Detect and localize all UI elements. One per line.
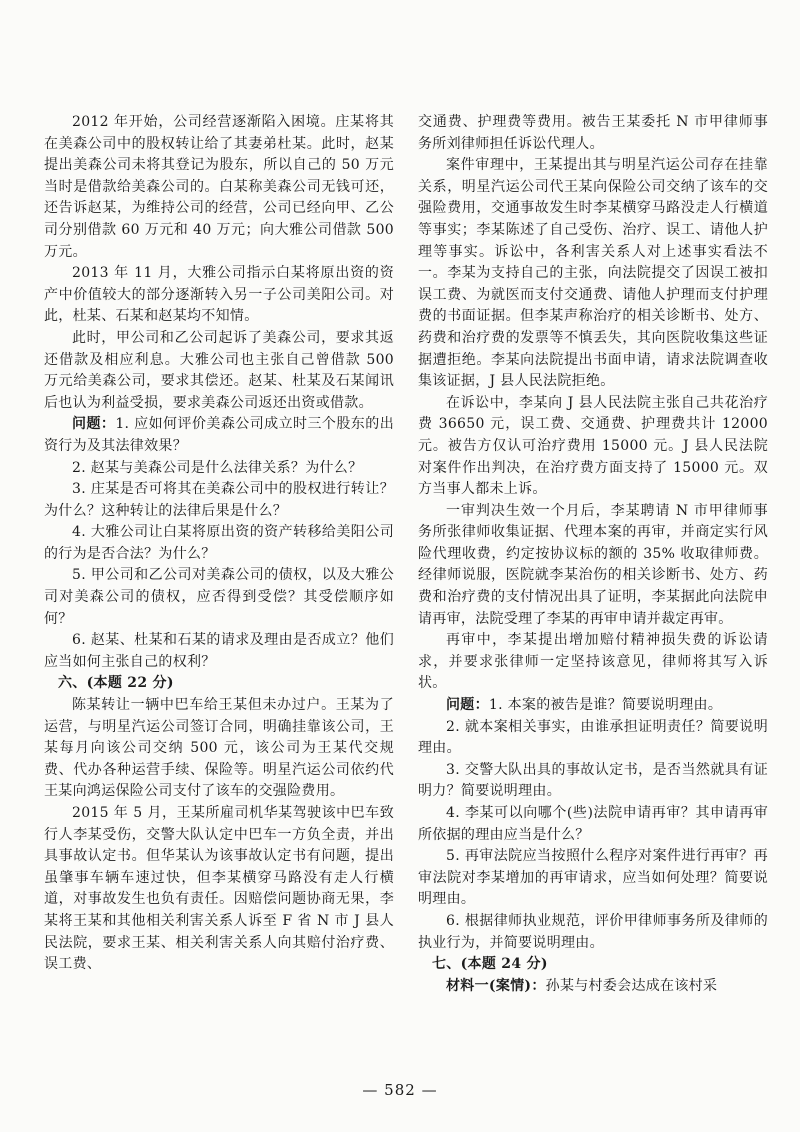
paragraph: 案件审理中，王某提出其与明星汽运公司存在挂靠关系，明星汽运公司代王某向保险公司交纳了该车的交强险费用，交通事故发生时李某横穿马路没走人行横道等事实；李某陈述了自己受伤、治疗、误工、请他人护理等事实。诉讼中，各利害关系人对上述事实看法不一。李某为支持自己的主张，向法院提交了因误工被扣误工费、为就医而支付交通费、请他人护理而支付护理费的书面证据。但李某声称治疗的相关诊断书、处方、药费和治疗费的发票等不慎丢失，其向医院收集这些证据遭拒绝。李某向法院提出书面申请，请求法院调查收集该证据，J 县人民法院拒绝。 [418, 157, 768, 390]
question-5: 5. 甲公司和乙公司对美森公司的债权，以及大雅公司对美森公司的债权，应否得到受偿？其受偿顺序如何？ [44, 567, 394, 627]
question-1 [418, 695, 768, 717]
paragraph: 此时，甲公司和乙公司起诉了美森公司，要求其返还借款及相应利息。大雅公司也主张自己曾借款 500 万元给美森公司，要求其偿还。赵某、杜某及石某闻讯后也认为利益受损，要求美森公司返还出资或借款。 [44, 329, 394, 411]
paragraph: 2013 年 11 月，大雅公司指示白某将原出资的资产中价值较大的部分逐渐转入另一子公司美阳公司。对此，杜某、石某和赵某均不知情。 [44, 265, 394, 325]
right-column [418, 112, 768, 997]
question-4: 4. 李某可以向哪个(些)法院申请再审？其申请再审所依据的理由应当是什么？ [418, 805, 768, 843]
question-6: 6. 赵某、杜某和石某的请求及理由是否成立？他们应当如何主张自己的权利？ [44, 632, 394, 670]
material-text: 孙某与村委会达成在该村采 [545, 977, 718, 994]
section-heading-7: 七、(本题 24 分) [432, 956, 548, 973]
question-2: 2. 就本案相关事实，由谁承担证明责任？简要说明理由。 [418, 718, 768, 757]
material-label: 材料一(案情)： [446, 977, 546, 994]
left-column [44, 112, 394, 976]
paragraph: 一审判决生效一个月后，李某聘请 N 市甲律师事务所张律师收集证据、代理本案的再审，并商定实行风险代理收费，约定按协议标的额的 35% 收取律师费。经律师说服，医院就李某治伤的相关诊断书、处方、药费和治疗费的支付情况出具了证明，李某据此向法院申请再审，法院受理了李某的再审申请并裁定再审。 [418, 502, 768, 627]
section-heading-6: 六、(本题 22 分) [58, 675, 174, 692]
questions-label: 问题： [72, 416, 116, 433]
paragraph: 交通费、护理费等费用。被告王某委托 N 市甲律师事务所刘律师担任诉讼代理人。 [418, 114, 768, 152]
question-text: 1. 本案的被告是谁？简要说明理由。 [488, 697, 723, 714]
questions-label: 问题： [446, 697, 489, 714]
question-3: 3. 交警大队出具的事故认定书，是否当然就具有证明力？简要说明理由。 [418, 761, 768, 800]
paragraph: 在诉讼中，李某向 J 县人民法院主张自己共花治疗费 36650 元，误工费、交通费、护理费共计 12000 元。被告方仅认可治疗费用 15000 元。J 县人民法院对案件作出判决，在治疗费方面支持了 15000 元。双方当事人都未上诉。 [418, 394, 768, 498]
paragraph [418, 976, 768, 998]
question-text: 1. 应如何评价美森公司成立时三个股东的出资行为及其法律效果？ [44, 416, 394, 454]
question-4: 4. 大雅公司让白某将原出资的资产转移给美阳公司的行为是否合法？为什么？ [44, 524, 394, 562]
paragraph: 再审中，李某提出增加赔付精神损失费的诉讼请求，并要求张律师一定坚持该意见，律师将其写入诉状。 [418, 632, 768, 692]
question-6: 6. 根据律师执业规范，评价甲律师事务所及律师的执业行为，并简要说明理由。 [418, 912, 768, 951]
paragraph: 2012 年开始，公司经营逐渐陷入困境。庄某将其在美森公司中的股权转让给了其妻弟杜某。此时，赵某提出美森公司未将其登记为股东，所以自己的 50 万元当时是借款给美森公司的。白某称美森公司无钱可还，还告诉赵某，为维持公司的经营，公司已经向甲、乙公司分别借款 60 万元和 40 万元；向大雅公司借款 500 万元。 [44, 114, 394, 260]
question-2: 2. 赵某与美森公司是什么法律关系？为什么？ [72, 459, 363, 476]
page-number: — 582 — [362, 1081, 438, 1099]
question-3: 3. 庄某是否可将其在美森公司中的股权进行转让？为什么？这种转让的法律后果是什么？ [44, 481, 394, 519]
paragraph: 2015 年 5 月，王某所雇司机华某驾驶该中巴车致行人李某受伤，交警大队认定中巴车一方负全责，并出具事故认定书。但华某认为该事故认定书有问题，提出虽肇事车辆车速过快，但李某横穿马路没有走人行横道，对事故发生也负有责任。因赔偿问题协商无果，李某将王某和其他相关利害关系人诉至 F 省 N 市 J 县人民法院，要求王某、相关利害关系人向其赔付治疗费、误工费、 [44, 805, 394, 973]
question-1 [44, 414, 394, 457]
question-5: 5. 再审法院应当按照什么程序对案件进行再审？再审法院对李某增加的再审请求，应当如何处理？简要说明理由。 [418, 848, 768, 908]
paragraph: 陈某转让一辆中巴车给王某但未办过户。王某为了运营，与明星汽运公司签订合同，明确挂靠该公司，王某每月向该公司交纳 500 元，该公司为王某代交规费、代办各种运营手续、保险等。明星汽运公司依约代王某向鸿运保险公司支付了该车的交强险费用。 [44, 697, 394, 800]
